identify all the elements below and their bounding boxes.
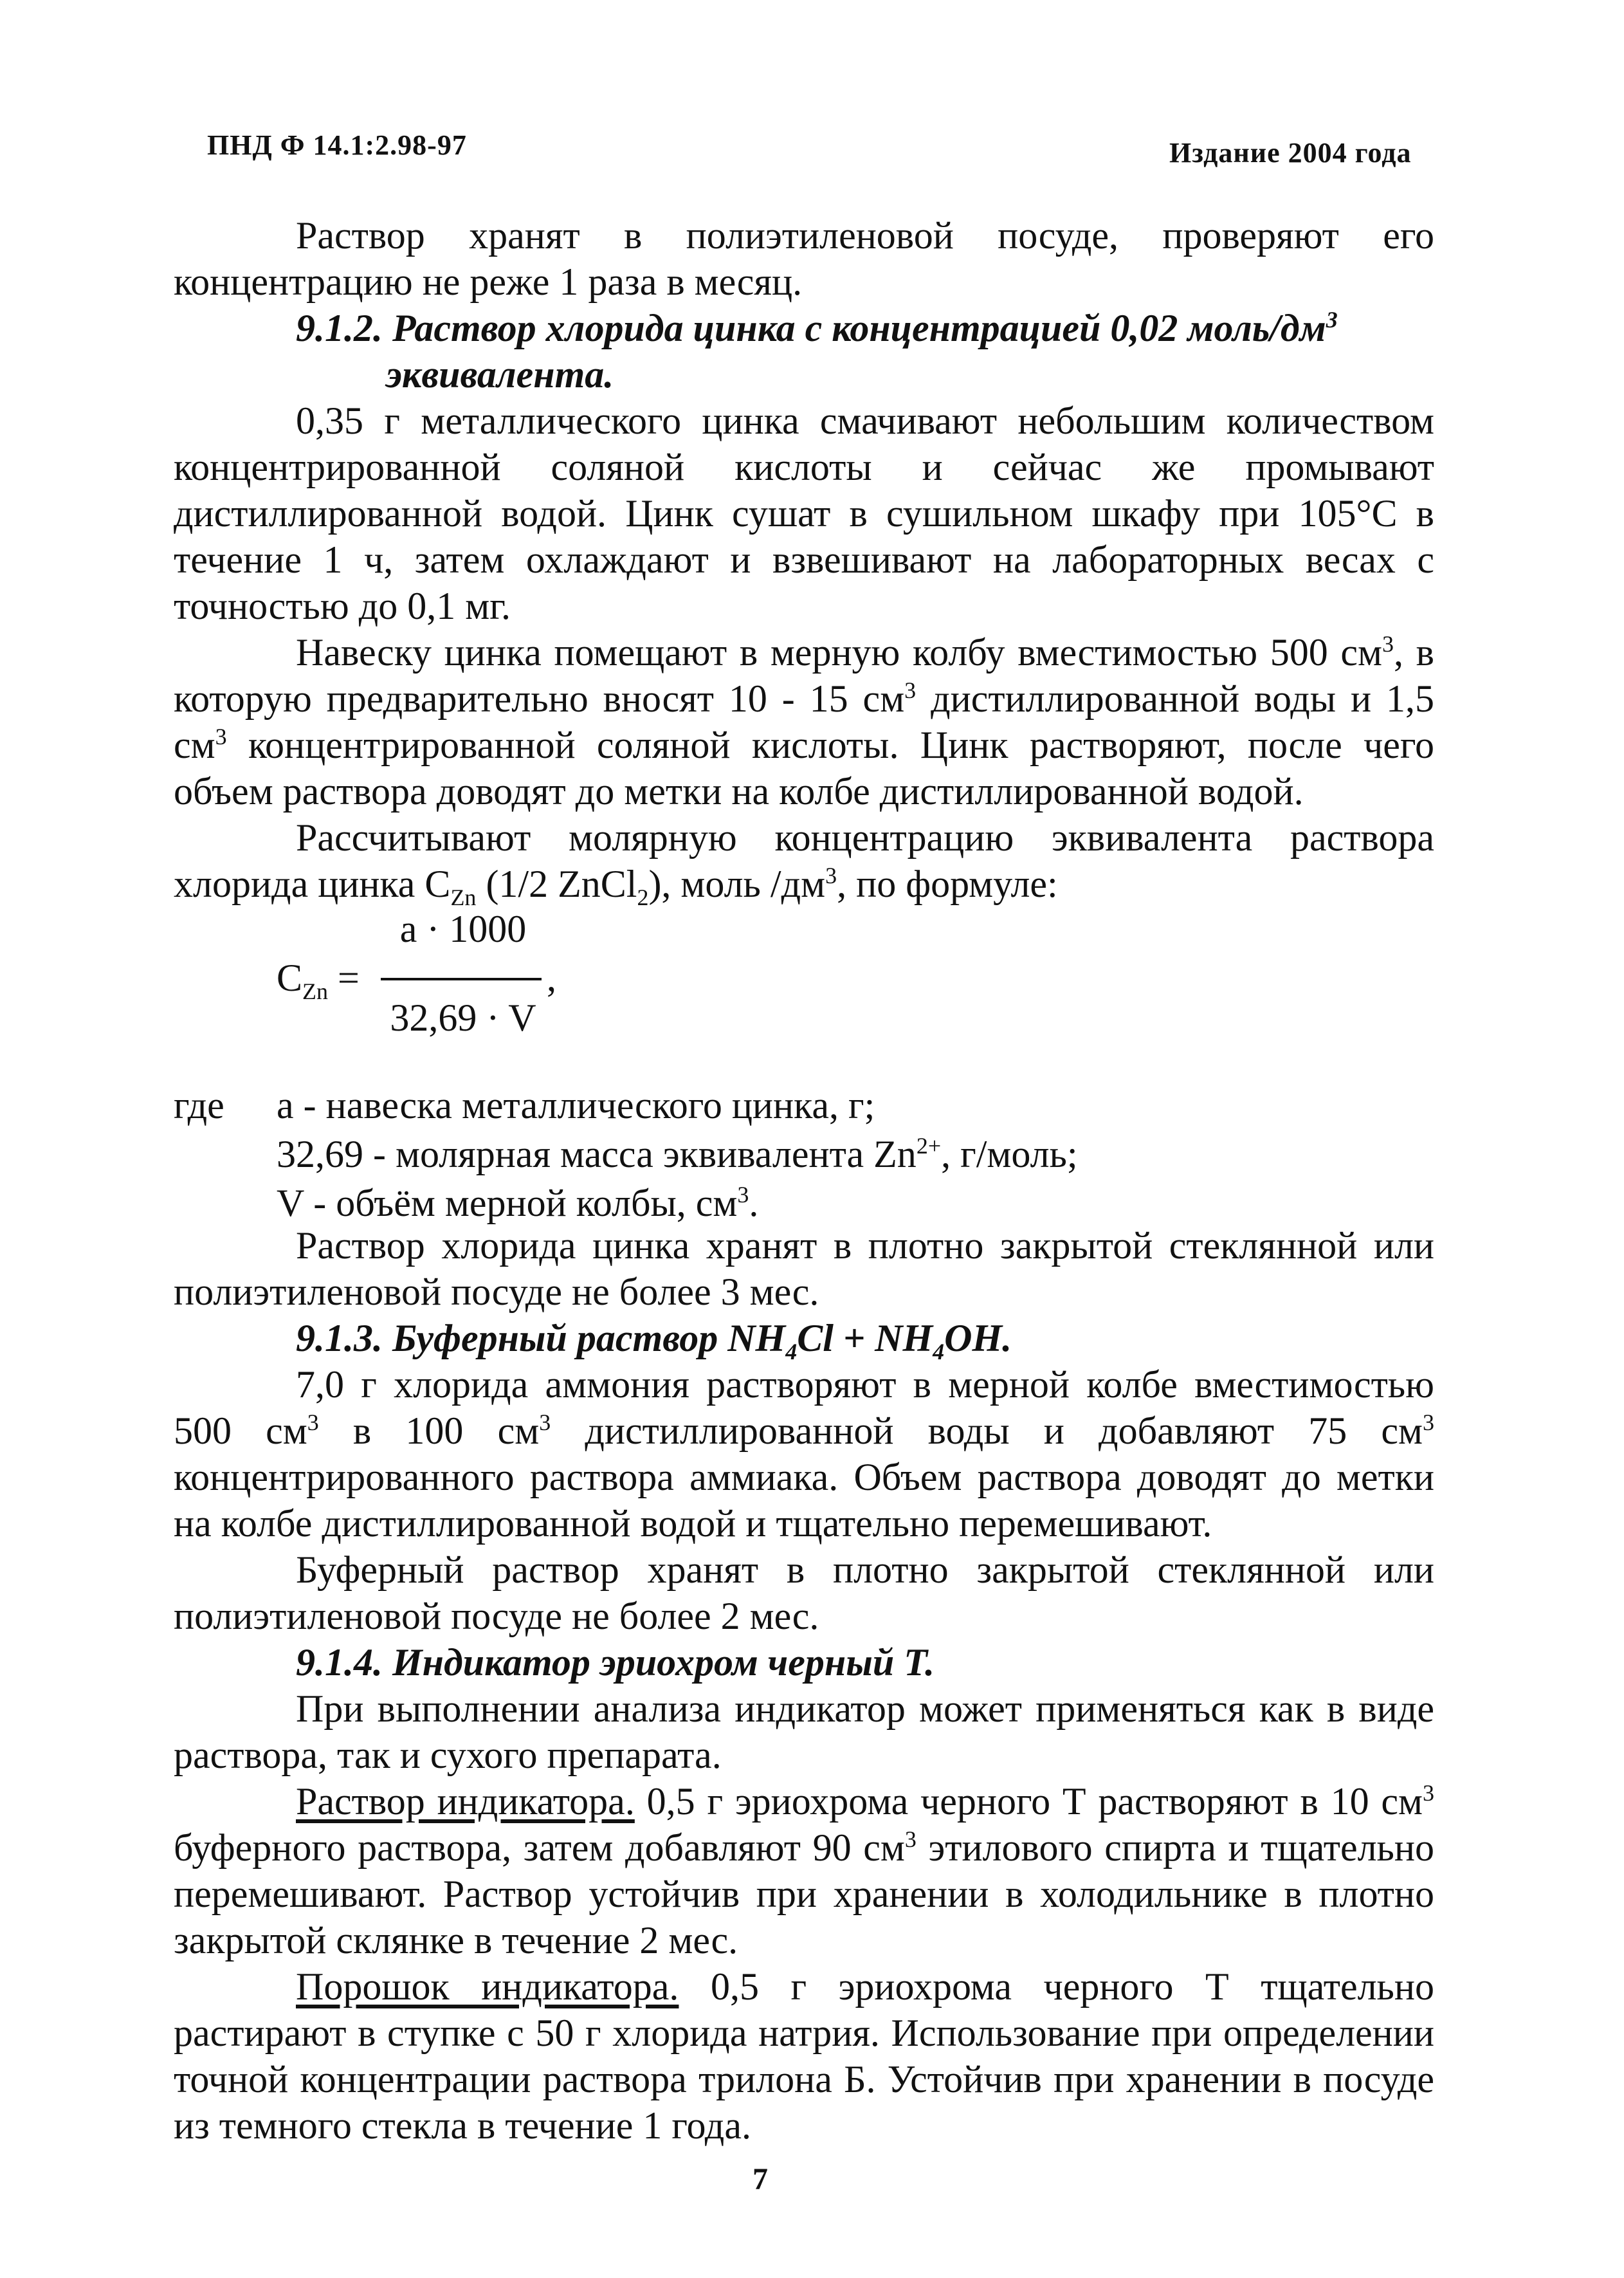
text-run: 0,5 г эриохрома черного Т растворяют в 10 см	[634, 1780, 1423, 1823]
indicator-powder-label: Порошок индикатора.	[296, 1965, 679, 2008]
document-code: ПНД Ф 14.1:2.98-97	[207, 129, 467, 161]
formula-numerator: a · 1000	[399, 908, 527, 950]
text-run: дистиллированной воды и добавляют 75 см	[551, 1410, 1423, 1452]
zinc-prep-paragraph: 0,35 г металлического цинка смачивают небольшим количеством концентрированной соляной кислоты и сейчас же промывают дистиллированной водой. Цинк сушат в сушильном шкафу при 105°С в течение 1 ч, затем охлаждают и взвешивают на лабораторных весах с точностью до 0,1 мг.	[174, 400, 1434, 627]
text-run: , по формуле:	[837, 863, 1058, 905]
superscript: 3	[1326, 307, 1338, 333]
subscript: 4	[785, 1339, 798, 1364]
text-run: (1/2 ZnCl	[476, 863, 637, 905]
zinc-storage-paragraph: Раствор хлорида цинка хранят в плотно закрытой стеклянной или полиэтиленовой посуде не более 3 мес.	[174, 1224, 1434, 1313]
text-run: Рассчитывают молярную концентрацию эквивалента раствора хлорида цинка С	[174, 816, 1434, 905]
calc-intro-paragraph	[174, 814, 1434, 910]
text-run: OH.	[944, 1317, 1012, 1359]
formula-comma: ,	[547, 957, 556, 999]
text-run: дистиллированной воды и 1,5 см	[174, 677, 1435, 766]
superscript: 3	[539, 1410, 551, 1435]
formula-lhs	[277, 956, 360, 1004]
text-run: V - объём мерной колбы, см	[277, 1182, 738, 1224]
subscript: 4	[933, 1339, 945, 1364]
text-run: этилового спирта и тщательно перемешивают. Раствор устойчив при хранении в холодильнике в плотно закрытой склянке в течение 2 мес.	[174, 1826, 1434, 1961]
definition-molar-mass	[277, 1130, 1434, 1179]
superscript: 3	[1423, 1780, 1435, 1806]
formula-denominator: 32,69 · V	[390, 997, 536, 1039]
definition-a: a - навеска металлического цинка, г;	[277, 1084, 875, 1126]
superscript: 3	[1423, 1410, 1434, 1435]
edition-label: Издание 2004 года	[1169, 137, 1412, 169]
indicator-usage-paragraph: При выполнении анализа индикатор может применяться как в виде раствора, так и сухого препарата.	[174, 1687, 1434, 1776]
text-run: , в которую предварительно вносят 10 - 15 см	[174, 631, 1434, 720]
text-run: концентрированной соляной кислоты. Цинк растворяют, после чего объем раствора доводят до метки на колбе дистиллированной водой.	[174, 724, 1434, 813]
subscript: 2	[637, 885, 649, 910]
superscript: 3	[904, 677, 917, 703]
section-9-1-2-heading-cont: эквивалента.	[386, 353, 614, 396]
section-9-1-4-heading: 9.1.4. Индикатор эриохром черный Т.	[296, 1641, 935, 1684]
equals-sign: =	[328, 957, 360, 999]
definitions-list	[277, 1081, 1434, 1227]
superscript: 3	[215, 724, 227, 749]
superscript: 2+	[916, 1133, 942, 1159]
where-label: где	[174, 1084, 224, 1126]
text-run: .	[749, 1182, 759, 1224]
zinc-dissolve-paragraph	[174, 629, 1434, 814]
concentration-formula	[277, 907, 662, 1055]
text-run: Cl + NH	[797, 1317, 933, 1359]
buffer-storage-paragraph: Буферный раствор хранят в плотно закрытой стеклянной или полиэтиленовой посуде не более 2 мес.	[174, 1548, 1434, 1637]
subscript: Zn	[450, 885, 477, 910]
superscript: 3	[737, 1182, 749, 1208]
superscript: 3	[307, 1410, 319, 1435]
text-run: ), моль /дм	[648, 863, 826, 905]
intro-paragraph: Раствор хранят в полиэтиленовой посуде, проверяют его концентрацию не реже 1 раза в месяц.	[174, 214, 1434, 303]
indicator-solution-label: Раствор индикатора.	[296, 1780, 635, 1823]
fraction-bar	[381, 978, 542, 980]
subscript: Zn	[302, 978, 329, 1004]
text-run: в 100 см	[318, 1410, 540, 1452]
section-heading-text: 9.1.2. Раствор хлорида цинка с концентрацией 0,02 моль/дм	[296, 307, 1326, 349]
text-block-bottom	[174, 1222, 1434, 2149]
text-run: 9.1.3. Буферный раствор NH	[296, 1317, 786, 1359]
text-run: буферного раствора, затем добавляют 90 см	[174, 1826, 905, 1869]
indicator-solution-paragraph	[174, 1778, 1434, 1963]
text-block-top	[174, 212, 1435, 910]
superscript: 3	[1382, 631, 1394, 657]
indicator-powder-paragraph	[174, 1963, 1434, 2149]
definition-volume	[277, 1179, 1434, 1227]
superscript: 3	[825, 863, 837, 888]
text-run: , г/моль;	[941, 1133, 1078, 1175]
text-run: 32,69 - молярная масса эквивалента Zn	[277, 1133, 917, 1175]
section-9-1-3-heading	[174, 1315, 1434, 1364]
text-run: С	[277, 957, 303, 999]
text-run: 0,5 г эриохрома черного Т тщательно растирают в ступке с 50 г хлорида натрия. Использование при определении точной концентрации раствора трилона Б. Устойчив при хранении в посуде из темного стекла в течение 1 года.	[174, 1965, 1434, 2147]
text-run: 7,0 г хлорида аммония растворяют в мерной колбе вместимостью 500 см	[174, 1363, 1434, 1452]
buffer-prep-paragraph	[174, 1361, 1434, 1547]
superscript: 3	[904, 1826, 917, 1852]
section-9-1-2-heading	[174, 305, 1434, 351]
text-run: концентрированного раствора аммиака. Объем раствора доводят до метки на колбе дистиллированной водой и тщательно перемешивают.	[174, 1456, 1434, 1545]
page-number: 7	[753, 2162, 768, 2196]
text-run: Навеску цинка помещают в мерную колбу вместимостью 500 см	[296, 631, 1382, 674]
